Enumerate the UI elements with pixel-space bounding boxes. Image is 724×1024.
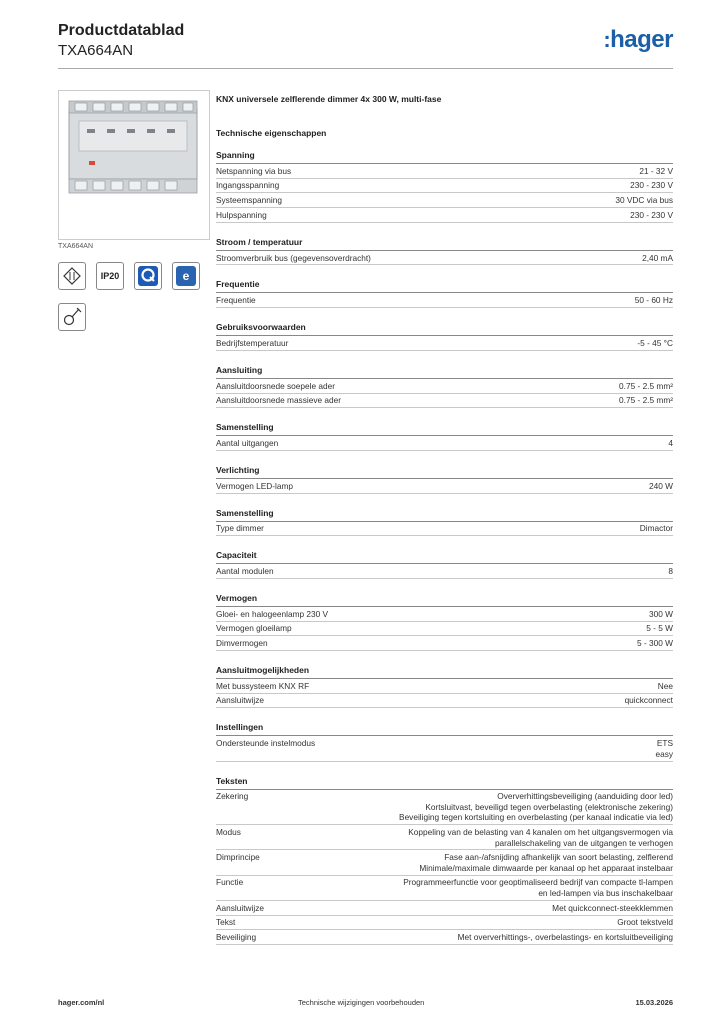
spec-value	[394, 877, 673, 898]
double-insulation-icon	[58, 262, 86, 290]
spec-row	[216, 251, 673, 266]
spec-row	[216, 394, 673, 409]
spec-section	[216, 593, 673, 651]
spec-row	[216, 825, 673, 850]
spec-value-line: Koppeling van de belasting van 4 kanalen om het uitgangsvermogen via parallelschakeling van de uitgangen te verhogen	[408, 827, 673, 848]
spec-section	[216, 322, 673, 351]
spec-value	[299, 166, 673, 177]
spec-label: Aantal uitgangen	[216, 437, 279, 448]
section-title: Frequentie	[216, 279, 673, 293]
spec-label: Modus	[216, 827, 241, 838]
spec-label: Tekst	[216, 917, 236, 928]
spec-value	[290, 195, 673, 206]
spec-value	[336, 609, 673, 620]
spec-label: Bedrijfstemperatuur	[216, 337, 289, 348]
spec-value-line: 300 W	[649, 608, 673, 619]
section-title: Samenstelling	[216, 422, 673, 436]
product-code: TXA664AN	[58, 42, 134, 59]
spec-row	[216, 901, 673, 916]
spec-section	[216, 237, 673, 266]
spec-section	[216, 665, 673, 708]
quality-mark-q-icon	[134, 262, 162, 290]
spec-value	[394, 852, 673, 873]
spec-label: Aansluitdoorsnede massieve ader	[216, 395, 341, 406]
spec-label: Netspanning via bus	[216, 165, 292, 176]
spec-value	[300, 623, 673, 634]
spec-value-line: Programmeerfunctie voor geoptimaliseerd bedrijf van compacte tl-lampen en led-lampen via bus inschakelbaar	[403, 877, 673, 898]
spec-label: Aantal modulen	[216, 566, 274, 577]
spec-value-line: 4	[668, 437, 673, 448]
spec-value	[323, 738, 673, 759]
spec-value	[394, 903, 673, 914]
spec-section	[216, 722, 673, 761]
spec-section	[216, 550, 673, 579]
spec-section	[216, 422, 673, 451]
spec-label: Met bussysteem KNX RF	[216, 680, 310, 691]
spec-value	[343, 381, 673, 392]
spec-label: Frequentie	[216, 295, 256, 306]
spec-value	[394, 917, 673, 928]
spec-value	[276, 638, 673, 649]
spec-value-line: Groot tekstveld	[617, 917, 673, 928]
section-title: Teksten	[216, 776, 673, 790]
spec-label: Aansluitwijze	[216, 695, 264, 706]
spec-value-line: 230 - 230 V	[630, 209, 673, 220]
spec-label: Type dimmer	[216, 523, 264, 534]
spec-value	[349, 395, 673, 406]
spec-value-line: Met quickconnect-steekklemmen	[552, 902, 673, 913]
document-title: Productdatablad	[58, 22, 185, 39]
spec-value	[272, 695, 673, 706]
spec-label: Ondersteunde instelmodus	[216, 738, 316, 749]
dimmer-module-illustration	[59, 91, 209, 239]
spec-row	[216, 790, 673, 826]
spec-sheet	[216, 94, 673, 959]
spec-row	[216, 694, 673, 709]
section-title: Stroom / temperatuur	[216, 237, 673, 251]
spec-label: Functie	[216, 877, 244, 888]
spec-value-line: -5 - 45 °C	[637, 337, 673, 348]
spec-row	[216, 564, 673, 579]
spec-row	[216, 193, 673, 208]
ball-pressure-icon	[58, 303, 86, 331]
footer-website: hager.com/nl	[58, 998, 105, 1007]
spec-section	[216, 279, 673, 308]
spec-label: Vermogen gloeilamp	[216, 623, 292, 634]
technical-properties-title: Technische eigenschappen	[216, 128, 327, 138]
spec-row	[216, 916, 673, 931]
section-title: Aansluiting	[216, 365, 673, 379]
spec-value-line: 8	[668, 566, 673, 577]
spec-row	[216, 850, 673, 875]
spec-row	[216, 876, 673, 901]
spec-row	[216, 622, 673, 637]
spec-value-line: 5 - 300 W	[637, 638, 673, 649]
spec-value	[264, 295, 673, 306]
spec-label: Zekering	[216, 791, 249, 802]
spec-value	[301, 481, 673, 492]
svg-text:e: e	[182, 269, 190, 283]
spec-label: Vermogen LED-lamp	[216, 480, 294, 491]
spec-value-line: 5 - 5 W	[646, 623, 673, 634]
spec-value-line: quickconnect	[624, 695, 673, 706]
spec-row	[216, 679, 673, 694]
spec-label: Ingangsspanning	[216, 180, 280, 191]
section-title: Samenstelling	[216, 508, 673, 522]
spec-label: Stroomverbruik bus (gegevensoverdracht)	[216, 252, 371, 263]
spec-row	[216, 293, 673, 308]
spec-row	[216, 930, 673, 945]
product-image	[58, 90, 210, 240]
spec-value	[282, 566, 673, 577]
spec-row	[216, 164, 673, 179]
certification-icons	[58, 262, 208, 294]
spec-value	[394, 791, 673, 823]
spec-label: Hulpspanning	[216, 209, 267, 220]
spec-row	[216, 436, 673, 451]
spec-value-line: Oververhittingsbeveiliging (aanduiding door led)	[497, 791, 673, 802]
spec-section	[216, 508, 673, 537]
spec-value-line: 0.75 - 2.5 mm²	[619, 395, 673, 406]
spec-row	[216, 336, 673, 351]
spec-value-line: Dimactor	[639, 523, 673, 534]
spec-value-line: 230 - 230 V	[630, 180, 673, 191]
footer-disclaimer: Technische wijzigingen voorbehouden	[298, 998, 425, 1007]
spec-sections	[216, 150, 673, 945]
spec-label: Dimprincipe	[216, 852, 260, 863]
product-image-caption: TXA664AN	[58, 243, 94, 250]
spec-value	[394, 932, 673, 943]
section-title: Spanning	[216, 150, 673, 164]
section-title: Vermogen	[216, 593, 673, 607]
spec-value-line: 240 W	[649, 480, 673, 491]
spec-value	[272, 523, 673, 534]
spec-value-line: Nee	[657, 680, 673, 691]
spec-row	[216, 736, 673, 761]
spec-row	[216, 208, 673, 223]
footer-date: 15.03.2026	[635, 998, 673, 1007]
spec-value-line: 21 - 32 V	[639, 165, 673, 176]
spec-label: Beveiliging	[216, 931, 257, 942]
spec-row	[216, 522, 673, 537]
spec-label: Systeemspanning	[216, 195, 282, 206]
section-title: Capaciteit	[216, 550, 673, 564]
product-name: KNX universele zelflerende dimmer 4x 300 W, multi-fase	[216, 94, 442, 104]
spec-value	[286, 438, 673, 449]
spec-row	[216, 607, 673, 622]
spec-section	[216, 776, 673, 945]
spec-value-line: 30 VDC via bus	[615, 195, 673, 206]
spec-value-line: Fase aan-/afsnijding afhankelijk van soort belasting, zelflerend Minimale/maximale dimwaarde per kanaal op het apparaat instelbaar	[419, 852, 673, 873]
spec-label: Dimvermogen	[216, 638, 268, 649]
spec-label: Gloei- en halogeenlamp 230 V	[216, 608, 329, 619]
section-title: Gebruiksvoorwaarden	[216, 322, 673, 336]
spec-label: Aansluitwijze	[216, 902, 264, 913]
spec-row	[216, 479, 673, 494]
document-header	[58, 20, 673, 68]
spec-value-line: Met oververhittings-, overbelastings- en kortsluitbeveiliging	[457, 931, 673, 942]
spec-value-line: 0.75 - 2.5 mm²	[619, 380, 673, 391]
spec-row	[216, 636, 673, 651]
spec-section	[216, 465, 673, 494]
spec-section	[216, 365, 673, 408]
ip20-rating-badge: IP20	[96, 262, 124, 290]
spec-value	[287, 180, 673, 191]
spec-value	[275, 210, 673, 221]
header-divider	[58, 68, 673, 69]
spec-value	[394, 827, 673, 848]
spec-section	[216, 150, 673, 223]
section-title: Instellingen	[216, 722, 673, 736]
spec-row	[216, 379, 673, 394]
spec-label: Aansluitdoorsnede soepele ader	[216, 380, 336, 391]
spec-value	[317, 681, 673, 692]
spec-value-line: ETS	[656, 738, 673, 749]
hager-logo: :hager	[603, 26, 673, 53]
section-title: Verlichting	[216, 465, 673, 479]
energy-label-e-icon	[172, 262, 200, 290]
spec-value	[379, 253, 673, 264]
spec-value-line: Kortsluitvast, beveiligd tegen overbelasting (elektronische zekering)	[425, 801, 673, 812]
spec-value-line: 50 - 60 Hz	[634, 295, 673, 306]
spec-value-line: Beveiliging tegen kortsluiting en overbelasting (per kanaal indicatie via led)	[399, 812, 673, 823]
section-title: Aansluitmogelijkheden	[216, 665, 673, 679]
spec-value-line: easy	[655, 748, 673, 759]
spec-row	[216, 179, 673, 194]
spec-value-line: 2,40 mA	[642, 252, 673, 263]
spec-value	[296, 338, 673, 349]
